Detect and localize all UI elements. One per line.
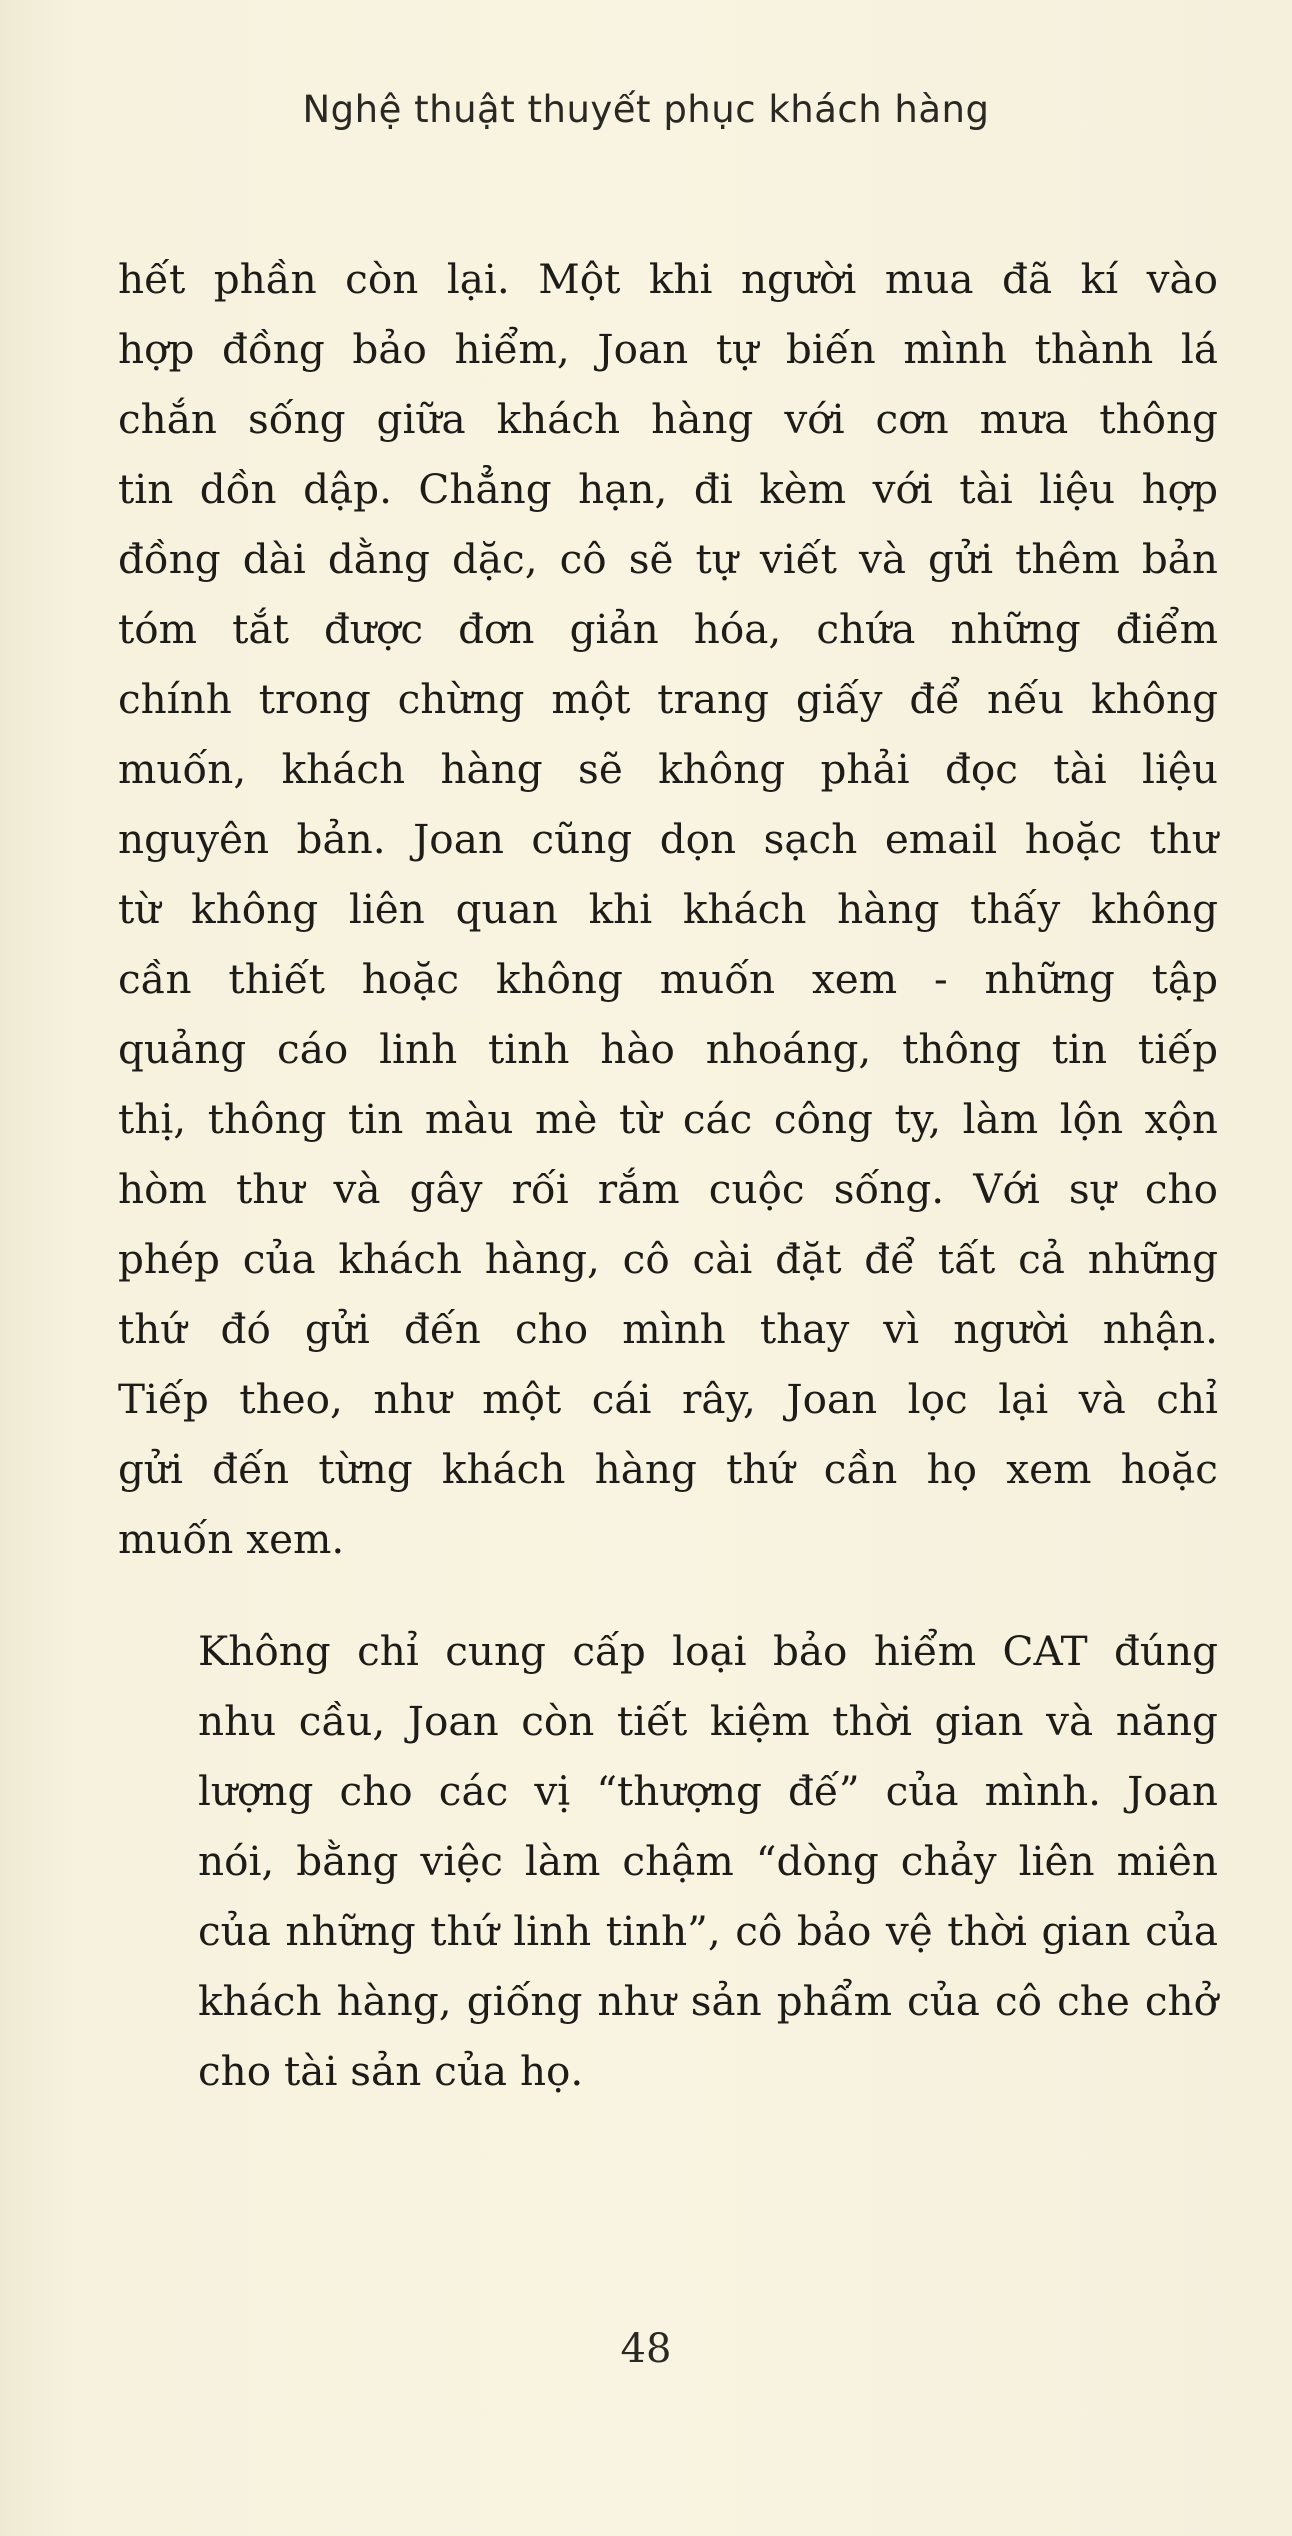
text-line: cho tài sản của họ.	[198, 2047, 584, 2095]
text-line: khách hàng, giống như sản phẩm của cô che chở	[198, 1977, 1218, 2025]
body-text	[118, 244, 1218, 2106]
text-line: phép của khách hàng, cô cài đặt để tất cả những	[118, 1235, 1218, 1283]
text-line: gửi đến từng khách hàng thứ cần họ xem hoặc	[118, 1445, 1218, 1493]
text-line: hết phần còn lại. Một khi người mua đã kí vào	[118, 255, 1218, 303]
text-line: chắn sống giữa khách hàng với cơn mưa thông	[118, 395, 1218, 443]
text-line: hòm thư và gây rối rắm cuộc sống. Với sự cho	[118, 1165, 1218, 1213]
text-line: đồng dài dằng dặc, cô sẽ tự viết và gửi thêm bản	[118, 535, 1218, 583]
text-line: của những thứ linh tinh”, cô bảo vệ thời gian của	[198, 1907, 1218, 1955]
text-line: từ không liên quan khi khách hàng thấy không	[118, 885, 1218, 933]
text-line: thứ đó gửi đến cho mình thay vì người nhận.	[118, 1305, 1218, 1353]
text-line: hợp đồng bảo hiểm, Joan tự biến mình thành lá	[118, 325, 1218, 373]
text-line: quảng cáo linh tinh hào nhoáng, thông tin tiếp	[118, 1025, 1218, 1073]
text-line: Không chỉ cung cấp loại bảo hiểm CAT đúng	[198, 1627, 1218, 1675]
text-line: nhu cầu, Joan còn tiết kiệm thời gian và năng	[198, 1697, 1218, 1745]
text-line: Tiếp theo, như một cái rây, Joan lọc lại và chỉ	[118, 1375, 1218, 1423]
text-line: cần thiết hoặc không muốn xem - những tập	[118, 955, 1218, 1003]
text-line: nói, bằng việc làm chậm “dòng chảy liên miên	[198, 1837, 1218, 1885]
text-line: muốn, khách hàng sẽ không phải đọc tài liệu	[118, 745, 1218, 793]
text-line: tin dồn dập. Chẳng hạn, đi kèm với tài liệu hợp	[118, 465, 1218, 513]
text-line: tóm tắt được đơn giản hóa, chứa những điểm	[118, 605, 1218, 653]
paragraph-1	[118, 244, 1218, 1574]
text-line: thị, thông tin màu mè từ các công ty, làm lộn xộn	[118, 1095, 1218, 1143]
text-line: muốn xem.	[118, 1515, 345, 1563]
paragraph-2	[118, 1616, 1218, 2106]
text-line: nguyên bản. Joan cũng dọn sạch email hoặc thư	[118, 815, 1218, 863]
page-number: 48	[620, 2326, 672, 2372]
text-line: lượng cho các vị “thượng đế” của mình. Joan	[198, 1767, 1218, 1815]
text-line: chính trong chừng một trang giấy để nếu không	[118, 675, 1218, 723]
running-head: Nghệ thuật thuyết phục khách hàng	[302, 88, 990, 131]
